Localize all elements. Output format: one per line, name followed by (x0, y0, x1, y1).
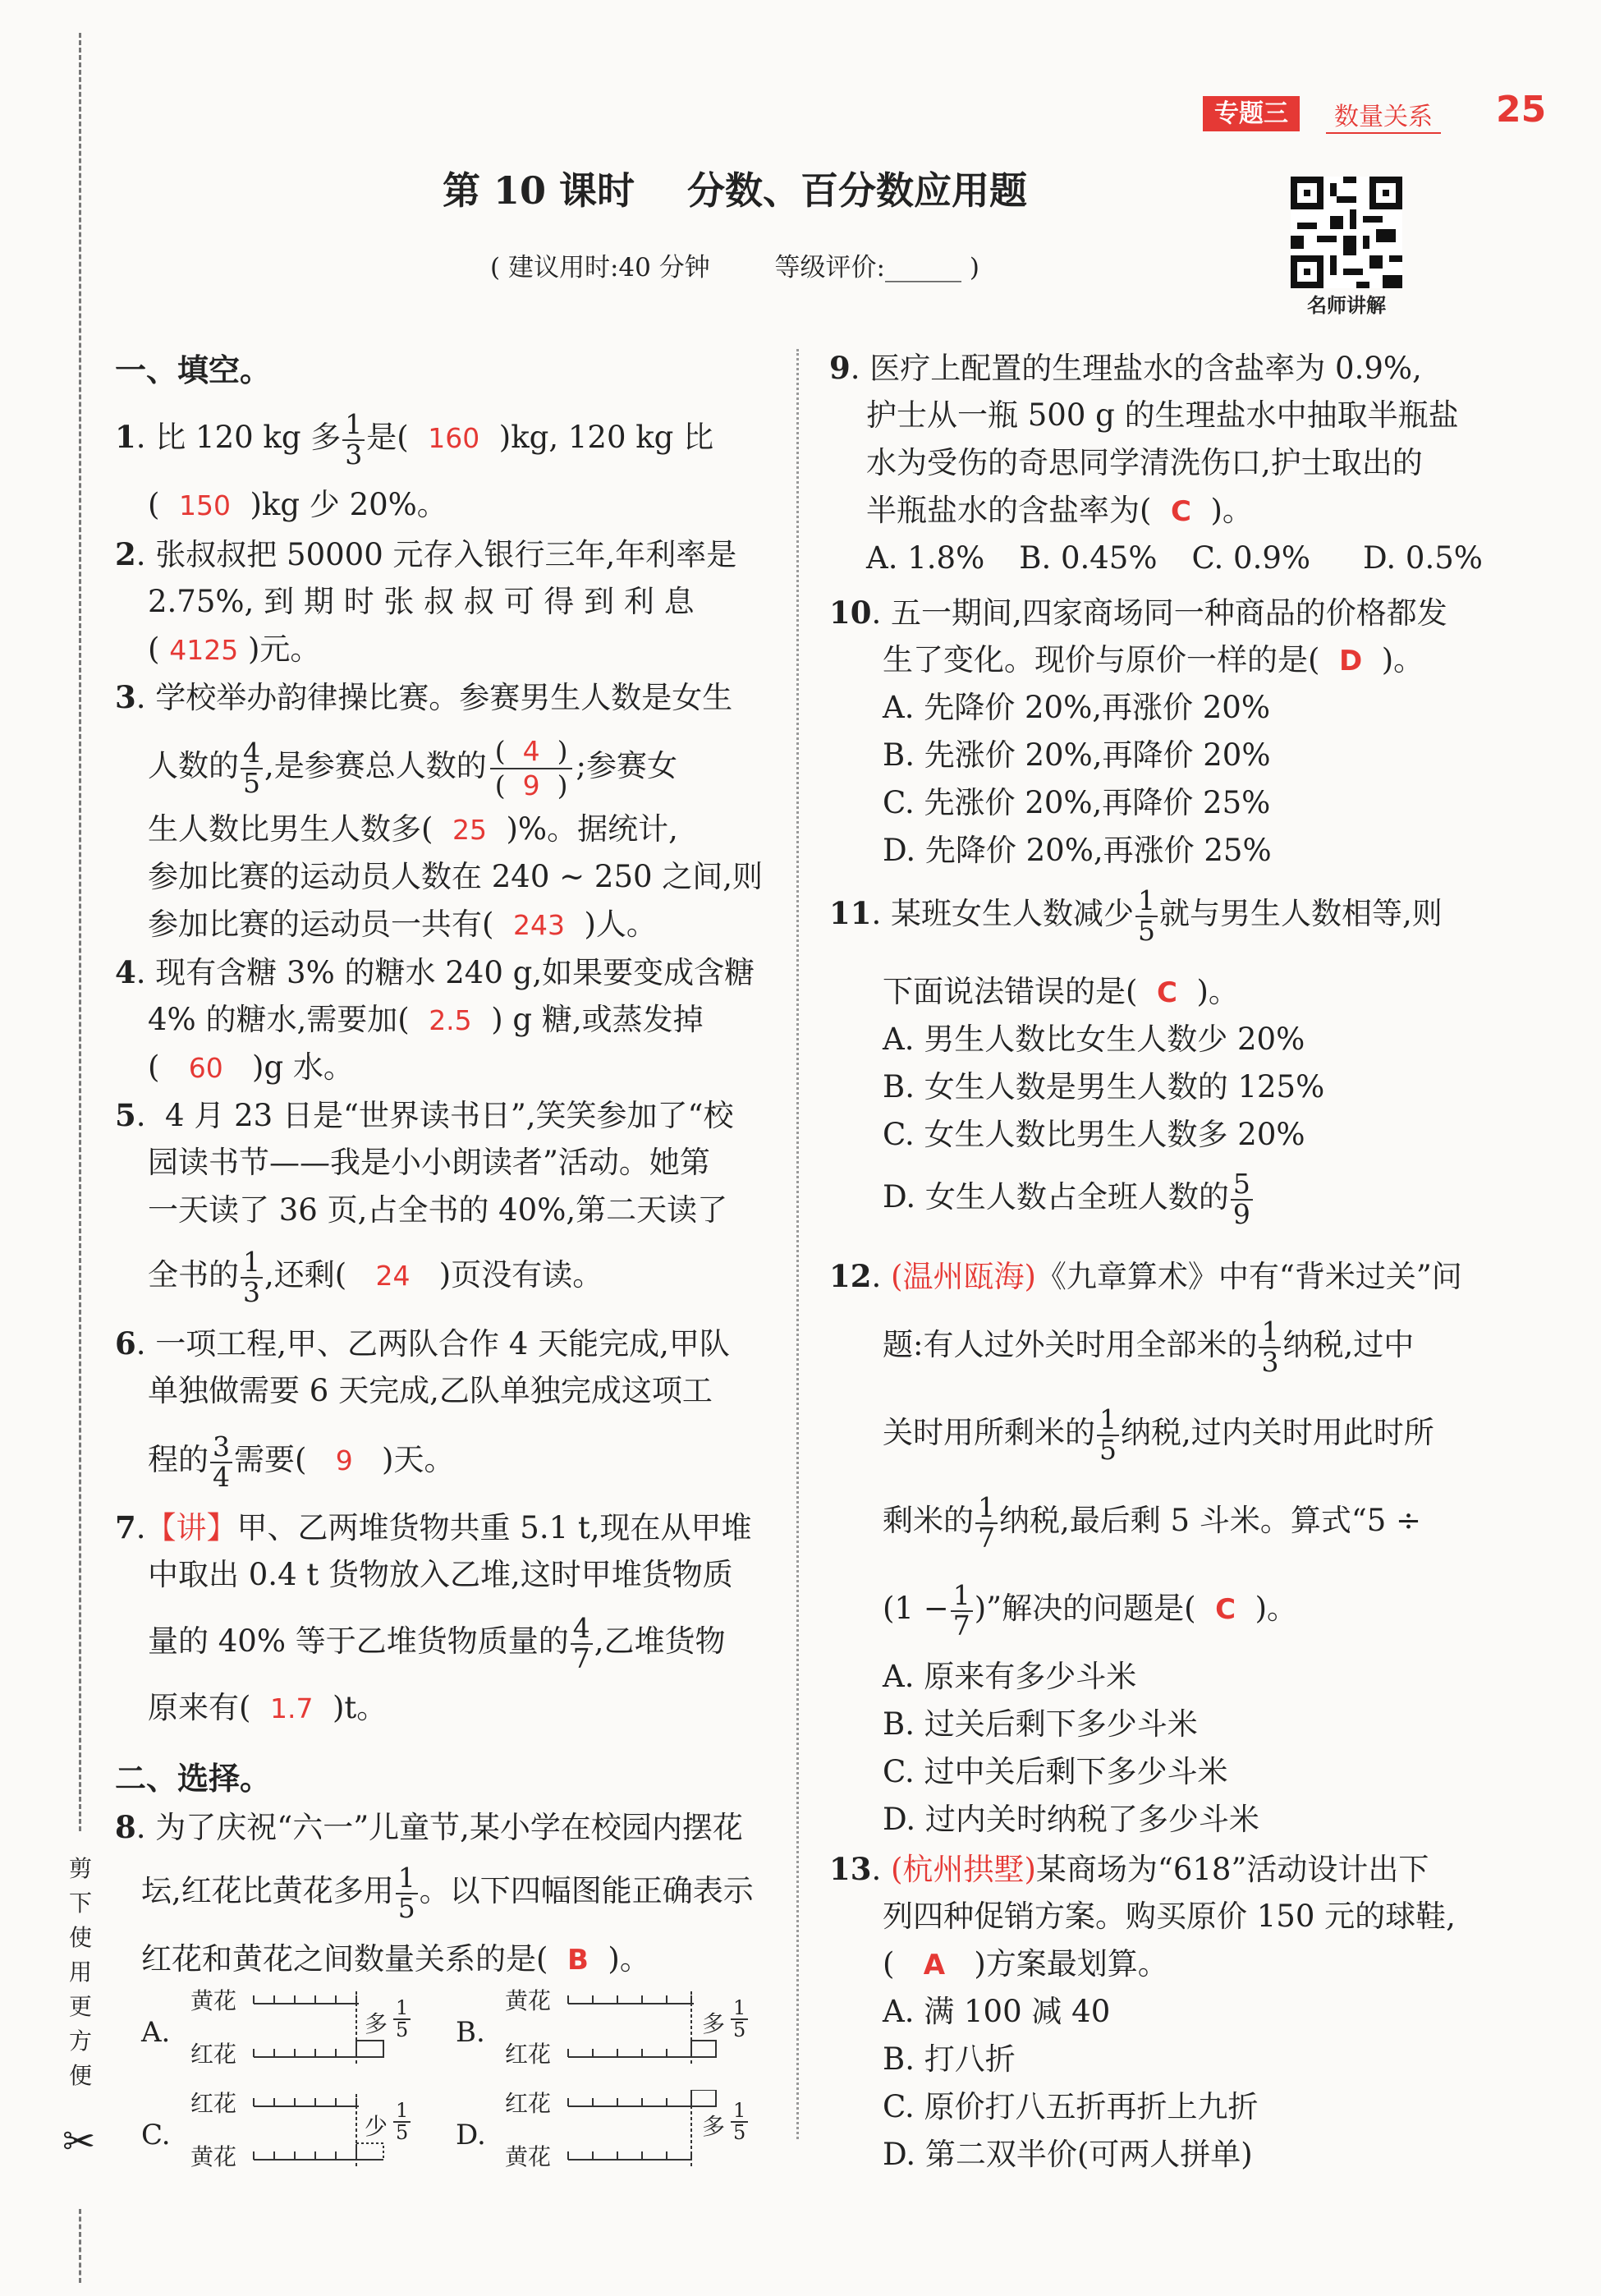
cut-hint: 剪下使用更方便 (68, 1855, 92, 2089)
q6-line3: 程的 $\frac{3}{4}$ 需要( 9 )天。 (148, 1430, 455, 1493)
cut-line-lower (79, 2209, 83, 2283)
q10-option-a[interactable]: A. 先降价 20%,再涨价 20% (883, 690, 1271, 725)
q13-line3: ( A )方案最划算。 (883, 1946, 1168, 1981)
q11-option-a[interactable]: A. 男生人数比女生人数少 20% (883, 1022, 1305, 1057)
q13-option-c[interactable]: C. 原价打八五折再折上九折 (883, 2089, 1259, 2124)
q11-line2: 下面说法错误的是( C )。 (883, 974, 1239, 1009)
q10-option-c[interactable]: C. 先涨价 20%,再降价 25% (883, 785, 1271, 820)
q8-diagram-c[interactable]: C. 红花 黄花 少 $\frac{1}{5}$ (141, 2086, 453, 2176)
q12-option-b[interactable]: B. 过关后剩下多少斗米 (883, 1706, 1198, 1742)
q9-line4: 半瓶盐水的含盐率为( C )。 (866, 493, 1253, 528)
q8-diagram-c-bars (252, 2090, 416, 2172)
qr-code-icon[interactable] (1291, 177, 1402, 288)
q12-option-d[interactable]: D. 过内关时纳税了多少斗米 (883, 1802, 1259, 1837)
q11-option-d[interactable]: D. 女生人数占全班人数的 $\frac{5}{9}$ (883, 1170, 1255, 1228)
q12-option-a[interactable]: A. 原来有多少斗米 (883, 1659, 1137, 1694)
q4-line1: 4. 现有含糖 3% 的糖水 240 g,如果要变成含糖 (115, 954, 755, 990)
q9-line3: 水为受伤的奇思同学清洗伤口,护士取出的 (866, 445, 1423, 480)
q2-answer[interactable]: 4125 (169, 634, 239, 666)
scissors-icon: ✂ (62, 2119, 96, 2165)
q10-answer[interactable]: D (1338, 645, 1363, 677)
q5-line1: 5. 4 月 23 日是“世界读书日”,笑笑参加了“校 (115, 1097, 734, 1133)
q3-line1: 3. 学校举办韵律操比赛。参赛男生人数是女生 (115, 679, 733, 715)
q2-line3: ( 4125 )元。 (148, 631, 321, 667)
q4-line3: ( 60 )g 水。 (148, 1049, 354, 1085)
q3-answer-numerator[interactable]: 4 (522, 735, 540, 767)
q12-line1: 12. (温州瓯海)《九章算术》中有“背米过关”问 (829, 1258, 1462, 1294)
q2-line1: 2. 张叔叔把 50000 元存入银行三年,年利率是 (115, 536, 737, 572)
q10-line2: 生了变化。现价与原价一样的是( D )。 (883, 642, 1424, 677)
q10-option-b[interactable]: B. 先涨价 20%,再降价 20% (883, 737, 1271, 773)
q8-diagram-b[interactable]: B. 黄花 红花 多 $\frac{1}{5}$ (456, 1983, 768, 2073)
q3-line4: 参加比赛的运动员人数在 240 ~ 250 之间,则 (148, 859, 764, 894)
q12-line3: 关时用所剩米的 $\frac{1}{5}$ 纳税,过内关时用此时所 (883, 1403, 1434, 1466)
q3-answer-denominator[interactable]: 9 (522, 769, 540, 801)
q5-line3: 一天读了 36 页,占全书的 40%,第二天读了 (148, 1192, 728, 1228)
q8-line3: 红花和黄花之间数量关系的是( B )。 (141, 1941, 650, 1977)
q5-answer[interactable]: 24 (375, 1260, 411, 1293)
q1-answer-2[interactable]: 150 (178, 489, 231, 521)
q8-line1: 8. 为了庆祝“六一”儿童节,某小学在校园内摆花 (115, 1809, 743, 1845)
q11-option-c[interactable]: C. 女生人数比男生人数多 20% (883, 1117, 1305, 1152)
q9-option-d[interactable]: D. 0.5% (1363, 540, 1483, 576)
section-choice: 二、选择。 (115, 1760, 272, 1797)
q13-source: (杭州拱墅) (891, 1852, 1036, 1887)
q9-option-c[interactable]: C. 0.9% (1191, 540, 1311, 576)
q10-line1: 10. 五一期间,四家商场同一种商品的价格都发 (829, 595, 1447, 631)
q7-line4: 原来有( 1.7 )t。 (148, 1690, 388, 1725)
q3-answer-2[interactable]: 25 (452, 814, 487, 846)
q5-line2: 园读书节——我是小小朗读者”活动。她第 (148, 1145, 710, 1180)
q8-diagram-a-bars (252, 1987, 416, 2069)
page-subtitle: ( 建议用时:40 分钟 等级评价:______ ) (490, 253, 979, 282)
q11-line1: 11. 某班女生人数减少 $\frac{1}{5}$ 就与男生人数相等,则 (829, 884, 1443, 947)
qr-label: 名师讲解 (1307, 294, 1386, 317)
q6-line2: 单独做需要 6 天完成,乙队单独完成这项工 (148, 1373, 713, 1408)
q5-line4: 全书的 $\frac{1}{3}$ ,还剩( 24 )页没有读。 (148, 1246, 603, 1308)
q9-options (866, 534, 1483, 583)
q11-answer[interactable]: C (1156, 976, 1177, 1009)
q1-line1: 1. 比 120 kg 多 $\frac{1}{3}$ 是( 160 )kg, 120 kg 比 (115, 408, 714, 471)
q13-option-a[interactable]: A. 满 100 减 40 (883, 1994, 1111, 2029)
q12-answer[interactable]: C (1215, 1593, 1236, 1627)
cut-line (79, 33, 83, 1831)
q12-source: (温州瓯海) (891, 1259, 1036, 1294)
q8-line2: 坛,红花比黄花多用 $\frac{1}{5}$ 。以下四幅图能正确表示 (141, 1862, 754, 1924)
q12-line2: 题:有人过外关时用全部米的 $\frac{1}{3}$ 纳税,过中 (883, 1316, 1415, 1378)
column-divider (796, 349, 799, 2139)
q9-answer[interactable]: C (1170, 495, 1191, 528)
page-title: 第 10 课时 分数、百分数应用题 (442, 168, 1028, 213)
q4-line2: 4% 的糖水,需要加( 2.5 ) g 糖,或蒸发掉 (148, 1002, 704, 1037)
q1-answer-1[interactable]: 160 (428, 422, 480, 455)
q8-diagram-d[interactable]: D. 红花 黄花 多 $\frac{1}{5}$ (456, 2086, 768, 2176)
q12-line4: 剩米的 $\frac{1}{7}$ 纳税,最后剩 5 斗米。算式“5 ÷ (883, 1491, 1422, 1554)
q12-line5: (1 − $\frac{1}{7}$ )”解决的问题是( C )。 (883, 1579, 1297, 1642)
q11-option-b[interactable]: B. 女生人数是男生人数的 125% (883, 1069, 1325, 1104)
section-fill-blank: 一、填空。 (115, 351, 272, 388)
header-topic: 数量关系 (1326, 96, 1441, 134)
q7-line1: 7.【讲】甲、乙两堆货物共重 5.1 t,现在从甲堆 (115, 1509, 752, 1545)
q13-answer[interactable]: A (923, 1949, 946, 1981)
q4-answer-2[interactable]: 60 (188, 1052, 223, 1084)
q8-diagram-a[interactable]: A. 黄花 红花 多 $\frac{1}{5}$ (141, 1983, 453, 2073)
q9-option-a[interactable]: A. 1.8% (866, 540, 985, 576)
q13-option-b[interactable]: B. 打八折 (883, 2041, 1016, 2077)
q2-line2: 2.75%, 到 期 时 张 叔 叔 可 得 到 利 息 (148, 584, 695, 619)
q9-line1: 9. 医疗上配置的生理盐水的含盐率为 0.9%, (829, 350, 1422, 386)
q6-answer[interactable]: 9 (335, 1444, 353, 1477)
q1-line2: ( 150 )kg 少 20%。 (148, 487, 447, 522)
q8-answer[interactable]: B (567, 1944, 589, 1977)
q7-answer[interactable]: 1.7 (269, 1692, 314, 1724)
q3-line3: 生人数比男生人数多( 25 )%。据统计, (148, 811, 678, 847)
q9-option-b[interactable]: B. 0.45% (1019, 540, 1158, 576)
q3-answer-3[interactable]: 243 (512, 909, 565, 941)
page-number: 25 (1496, 89, 1547, 131)
q9-line2: 护士从一瓶 500 g 的生理盐水中抽取半瓶盐 (866, 397, 1459, 433)
q13-option-d[interactable]: D. 第二双半价(可两人拼单) (883, 2137, 1253, 2172)
q3-line5: 参加比赛的运动员一共有( 243 )人。 (148, 907, 657, 942)
q12-option-c[interactable]: C. 过中关后剩下多少斗米 (883, 1754, 1228, 1789)
q4-answer-1[interactable]: 2.5 (429, 1004, 472, 1036)
q10-option-d[interactable]: D. 先降价 20%,再涨价 25% (883, 833, 1272, 868)
q13-line2: 列四种促销方案。购买原价 150 元的球鞋, (883, 1899, 1456, 1934)
q7-line3: 量的 40% 等于乙堆货物质量的 $\frac{4}{7}$ ,乙堆货物 (148, 1612, 726, 1674)
q13-line1: 13. (杭州拱墅)某商场为“618”活动设计出下 (829, 1851, 1429, 1887)
header-badge: 专题三 (1203, 93, 1300, 129)
q3-line2: 人数的 $\frac{4}{5}$ ,是参赛总人数的 $\frac{( 4 )}{( 9 )}$ ;参赛女 (148, 735, 677, 801)
q7-line2: 中取出 0.4 t 货物放入乙堆,这时甲堆货物质 (148, 1557, 733, 1592)
q6-line1: 6. 一项工程,甲、乙两队合作 4 天能完成,甲队 (115, 1325, 730, 1362)
